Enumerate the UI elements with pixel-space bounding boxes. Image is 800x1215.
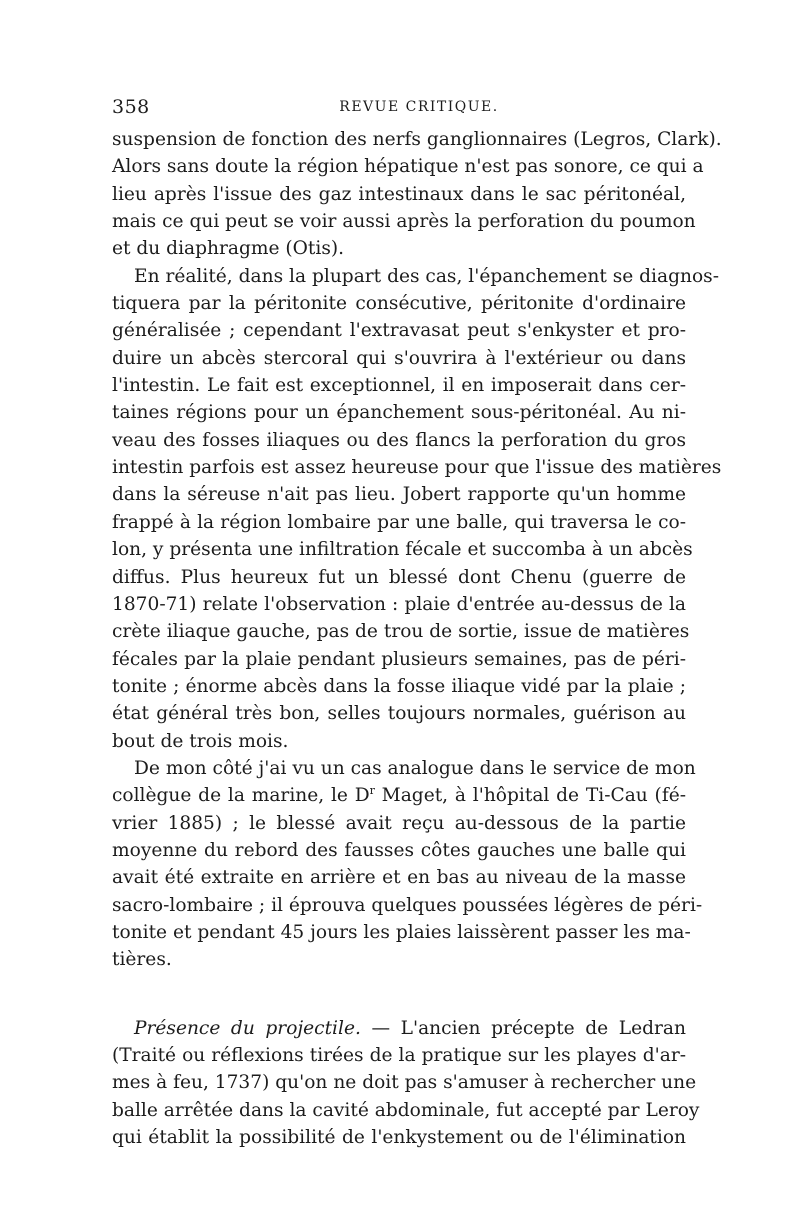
text-line: qui établit la possibilité de l'enkystement ou de l'élimination bbox=[112, 1127, 686, 1149]
text-line: tonite et pendant 45 jours les plaies laissèrent passer les ma- bbox=[112, 921, 691, 943]
text-segment: collègue de la marine, le D bbox=[112, 785, 370, 807]
superscript: r bbox=[369, 784, 375, 798]
text-line: l'intestin. Le fait est exceptionnel, il en imposerait dans cer- bbox=[112, 375, 686, 397]
text-line: veau des fosses iliaques ou des flancs la perforation du gros bbox=[112, 429, 686, 451]
text-segment: — L'ancien précepte de Ledran bbox=[360, 1017, 686, 1039]
text-line bbox=[112, 782, 686, 809]
text-line: intestin parfois est assez heureuse pour que l'issue des matières bbox=[112, 457, 722, 479]
text-line: tiquera par la péritonite consécutive, péritonite d'ordinaire bbox=[112, 293, 686, 315]
section-gap bbox=[112, 974, 686, 1015]
text-line: mais ce qui peut se voir aussi après la perforation du poumon bbox=[112, 211, 696, 233]
text-line: lieu après l'issue des gaz intestinaux dans le sac péritonéal, bbox=[112, 183, 686, 205]
text-line: généralisée ; cependant l'extravasat peut s'enkyster et pro- bbox=[112, 320, 686, 342]
text-line: état général très bon, selles toujours normales, guérison au bbox=[112, 703, 686, 725]
text-line: tières. bbox=[112, 949, 172, 971]
text-line: tonite ; énorme abcès dans la fosse iliaque vidé par la plaie ; bbox=[112, 675, 686, 697]
text-line bbox=[112, 1015, 686, 1042]
text-line: diffus. Plus heureux fut un blessé dont Chenu (guerre de bbox=[112, 566, 686, 588]
text-line: balle arrêtée dans la cavité abdominale, fut accepté par Leroy bbox=[112, 1099, 700, 1121]
text-line: bout de trois mois. bbox=[112, 730, 289, 752]
running-title: REVUE CRITIQUE. bbox=[339, 99, 499, 115]
page-number: 358 bbox=[112, 96, 150, 118]
text-line: moyenne du rebord des fausses côtes gauches une balle qui bbox=[112, 839, 686, 861]
section-title: Présence du projectile. bbox=[134, 1017, 361, 1039]
page-header bbox=[112, 96, 686, 122]
text-line: dans la séreuse n'ait pas lieu. Jobert rapporte qu'un homme bbox=[112, 484, 686, 506]
text-line: duire un abcès stercoral qui s'ouvrira à l'extérieur ou dans bbox=[112, 347, 686, 369]
text-line: De mon côté j'ai vu un cas analogue dans le service de mon bbox=[134, 757, 696, 779]
body-text bbox=[112, 126, 722, 1151]
text-line: frappé à la région lombaire par une balle, qui traversa le co- bbox=[112, 511, 686, 533]
text-line: En réalité, dans la plupart des cas, l'épanchement se diagnos- bbox=[134, 265, 719, 287]
text-line: (Traité ou réflexions tirées de la pratique sur les playes d'ar- bbox=[112, 1045, 686, 1066]
text-line: fécales par la plaie pendant plusieurs semaines, pas de péri- bbox=[112, 648, 686, 670]
text-line: mes à feu, 1737) qu'on ne doit pas s'amuser à rechercher une bbox=[112, 1072, 697, 1094]
text-line: avait été extraite en arrière et en bas au niveau de la masse bbox=[112, 867, 686, 889]
text-line: et du diaphragme (Otis). bbox=[112, 238, 345, 260]
text-segment: Maget, à l'hôpital de Ti-Cau (fé- bbox=[374, 785, 686, 807]
text-line: Alors sans doute la région hépatique n'est pas sonore, ce qui a bbox=[112, 156, 704, 178]
text-line: taines régions pour un épanchement sous-péritonéal. Au ni- bbox=[112, 402, 686, 424]
text-line: crète iliaque gauche, pas de trou de sortie, issue de matières bbox=[112, 621, 690, 643]
text-line: sacro-lombaire ; il éprouva quelques poussées légères de péri- bbox=[112, 894, 703, 916]
text-line: lon, y présenta une infiltration fécale et succomba à un abcès bbox=[112, 539, 693, 561]
text-line: 1870-71) relate l'observation : plaie d'entrée au-dessus de la bbox=[112, 593, 686, 615]
text-line: suspension de fonction des nerfs ganglionnaires (Legros, Clark). bbox=[112, 129, 722, 150]
text-line: vrier 1885) ; le blessé avait reçu au-dessous de la partie bbox=[112, 812, 686, 834]
